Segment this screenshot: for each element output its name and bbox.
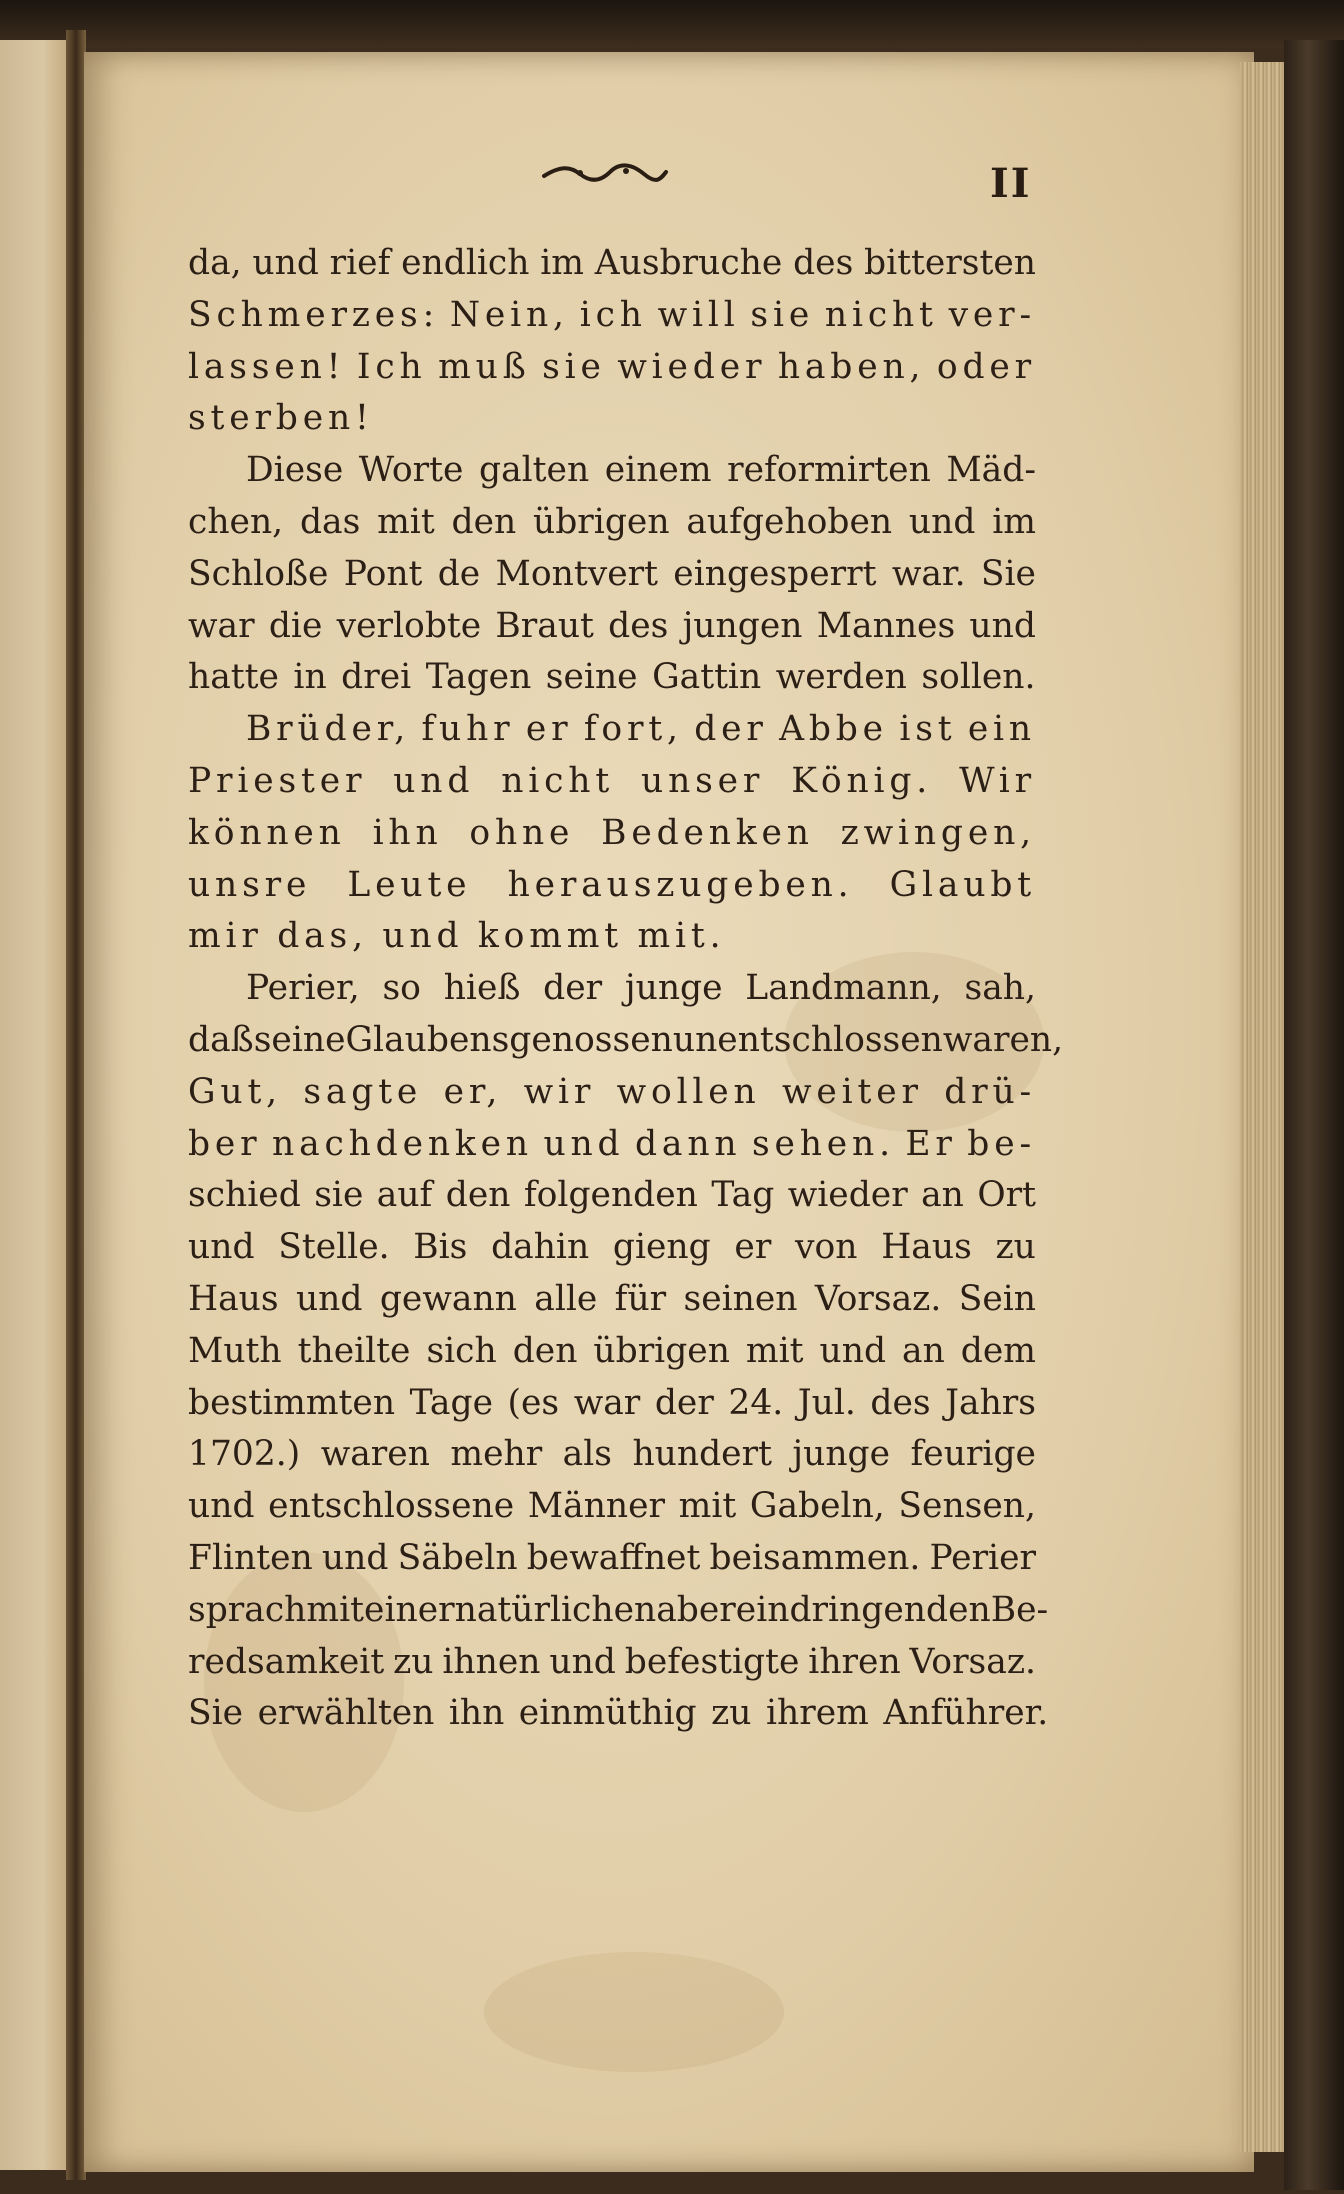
word: Bedenken (601, 812, 814, 853)
word: Schloße (188, 553, 329, 594)
word: im (992, 501, 1036, 542)
word: Sie (980, 553, 1036, 594)
book-cover (1284, 40, 1344, 2190)
text-line (188, 1170, 1036, 1222)
word: drei (341, 657, 412, 698)
text-line (188, 1481, 1036, 1533)
word: Priester (188, 760, 367, 801)
word: ohne (469, 812, 575, 853)
text-line (188, 549, 1036, 601)
word: kommt (477, 916, 623, 957)
word: war. (891, 553, 966, 594)
word: und (252, 243, 319, 283)
word: be- (967, 1123, 1036, 1164)
word: waren (320, 1434, 430, 1475)
page-edges (1240, 62, 1286, 2152)
word: Männer (527, 1486, 666, 1527)
word: verlobte (336, 605, 482, 646)
word: Leute (347, 864, 472, 905)
word: mit (745, 1330, 804, 1371)
word: einmüthig (518, 1693, 697, 1734)
text-line (188, 238, 1036, 290)
text-line (188, 290, 1036, 342)
word: sehen. (751, 1123, 895, 1164)
word: sprach (188, 1589, 307, 1630)
word: zwingen, (840, 812, 1036, 853)
word: galten (479, 450, 590, 491)
text-line (188, 393, 1036, 445)
word: weiter (782, 1071, 923, 1112)
word: so (382, 968, 421, 1009)
word: daß (188, 1019, 254, 1060)
word: Schmerzes: (188, 294, 440, 335)
text-line (188, 445, 1036, 497)
word: nicht (501, 760, 615, 801)
word: mir (188, 916, 263, 957)
word: ich (579, 294, 647, 335)
word: übrigen (593, 1330, 730, 1371)
word: chen, (188, 501, 284, 542)
word: Braut (495, 605, 594, 646)
word: sagte (303, 1071, 423, 1112)
word: dem (960, 1330, 1036, 1371)
word: und (819, 1330, 887, 1371)
word: fort, (583, 709, 683, 750)
word: drü- (944, 1071, 1036, 1112)
word: die (268, 605, 323, 646)
word: mit (678, 1486, 737, 1527)
word: ber (188, 1123, 262, 1164)
word: folgenden (523, 1175, 698, 1216)
word: und (188, 1486, 255, 1527)
word: übrigen (533, 501, 670, 542)
text-line (188, 1637, 1036, 1689)
word: war (573, 1382, 641, 1423)
word: oder (936, 346, 1036, 387)
word: bestimmten (188, 1382, 396, 1423)
word: unser (641, 760, 765, 801)
word: Vorsaz. (814, 1278, 942, 1319)
word: seinen (683, 1278, 798, 1319)
word: und (543, 1123, 625, 1164)
text-line (188, 342, 1036, 394)
text-line (188, 860, 1036, 912)
word: wollen (616, 1071, 761, 1112)
word: von (795, 1227, 858, 1268)
word: Mannes (816, 605, 956, 646)
word: ihn (448, 1693, 505, 1734)
word: will (657, 294, 740, 335)
word: aufgehoben (686, 501, 893, 542)
word: herauszugeben. (507, 864, 854, 905)
word: können (188, 812, 346, 853)
text-line (188, 1326, 1036, 1378)
word: Sie (188, 1693, 244, 1734)
word: Flinten (188, 1537, 313, 1578)
word: Gut, (188, 1071, 282, 1112)
word: sich (426, 1330, 497, 1371)
text-line (188, 601, 1036, 653)
header-ornament-icon (540, 158, 670, 188)
word: mehr (450, 1434, 543, 1475)
word: 24. (728, 1382, 784, 1423)
word: des (608, 605, 669, 646)
word: ein (967, 709, 1036, 750)
word: ist (899, 709, 957, 750)
word: bittersten (864, 243, 1036, 283)
word: den (512, 1330, 578, 1371)
text-line (188, 1274, 1036, 1326)
word: muß (438, 346, 531, 387)
word: endlich (401, 243, 530, 283)
word: werden (775, 657, 907, 698)
word: befestigte (624, 1641, 800, 1682)
word: Haus (188, 1278, 279, 1319)
word: gewann (379, 1278, 517, 1319)
text-line (188, 1222, 1036, 1274)
word: Haus (881, 1227, 972, 1268)
scan-top-edge (0, 0, 1344, 48)
word: jungen (682, 605, 803, 646)
text-line (188, 1119, 1036, 1171)
word: hundert (632, 1434, 772, 1475)
word: dahin (491, 1227, 590, 1268)
word: de (437, 553, 481, 594)
word: Montvert (495, 553, 658, 594)
word: wieder (787, 1175, 908, 1216)
word: hieß (443, 968, 521, 1009)
word: einer (364, 1589, 455, 1630)
word: Tag (711, 1175, 775, 1216)
word: mit (306, 1589, 365, 1630)
text-line (188, 756, 1036, 808)
text-line (188, 1429, 1036, 1481)
word: feurige (910, 1434, 1036, 1475)
word: Vorsaz. (909, 1641, 1036, 1682)
word: mit. (637, 916, 726, 957)
word: unsre (188, 864, 312, 905)
word: den (445, 1175, 511, 1216)
word: der (654, 1382, 714, 1423)
word: Abbe (779, 709, 888, 750)
word: Bis (413, 1227, 468, 1268)
word: aber (656, 1589, 736, 1630)
word: erwählten (257, 1693, 435, 1734)
text-line (188, 963, 1036, 1015)
word: 1702.) (188, 1434, 301, 1475)
word: Säbeln (397, 1537, 518, 1578)
word: sah, (964, 968, 1036, 1009)
text-line (188, 497, 1036, 549)
word: in (293, 657, 327, 698)
word: ihrem (765, 1693, 869, 1734)
text-line (188, 1533, 1036, 1585)
word: seine (545, 657, 638, 698)
word: und (382, 916, 464, 957)
word: und (321, 1537, 389, 1578)
word: Worte (358, 450, 464, 491)
word: Pont (343, 553, 423, 594)
word: entschlossene (268, 1486, 515, 1527)
word: König. (791, 760, 933, 801)
word: Gattin (652, 657, 762, 698)
word: das (299, 501, 361, 542)
word: lassen! (188, 346, 346, 387)
word: natürlichen (454, 1589, 657, 1630)
word: als (562, 1434, 612, 1475)
word: und (393, 760, 475, 801)
text-line (188, 1378, 1036, 1430)
word: Sein (958, 1278, 1036, 1319)
text-line (188, 1015, 1064, 1067)
word: ihnen (442, 1641, 541, 1682)
word: haben, (777, 346, 926, 387)
word: alle (534, 1278, 598, 1319)
word: Diese (246, 450, 344, 491)
text-line (188, 1688, 1049, 1740)
word: zu (995, 1227, 1036, 1268)
word: eingesperrt (673, 553, 877, 594)
word: Wir (959, 760, 1036, 801)
word: Tage (409, 1382, 493, 1423)
word: reformirten (727, 450, 931, 491)
word: Ich (356, 346, 427, 387)
text-line (188, 652, 1036, 704)
word: nachdenken (272, 1123, 533, 1164)
word: (es (507, 1382, 560, 1423)
word: waren, (942, 1019, 1064, 1060)
word: theilte (297, 1330, 411, 1371)
word: das, (277, 916, 368, 957)
word: sie (750, 294, 815, 335)
word: und (549, 1641, 616, 1682)
word: nicht (824, 294, 938, 335)
text-line (188, 1067, 1036, 1119)
word: zu (711, 1693, 752, 1734)
word: sie (314, 1175, 364, 1216)
word: junge (792, 1434, 891, 1475)
word: eindringenden (735, 1589, 991, 1630)
word: Stelle. (278, 1227, 390, 1268)
text-line (188, 704, 1036, 756)
word: rief (329, 243, 391, 283)
word: auf (376, 1175, 433, 1216)
word: schied (188, 1175, 301, 1216)
word: seine (253, 1019, 346, 1060)
word: Perier (929, 1537, 1036, 1578)
word: beisammen. (709, 1537, 921, 1578)
word: Anführer. (883, 1693, 1049, 1734)
word: da, (188, 243, 242, 283)
page-number: II (990, 160, 1032, 207)
word: und (188, 1227, 255, 1268)
word: Jahrs (945, 1382, 1036, 1423)
word: sollen. (921, 657, 1036, 698)
word: an (902, 1330, 945, 1371)
word: Muth (188, 1330, 282, 1371)
body-text (188, 238, 1064, 1740)
word: Tagen (425, 657, 532, 698)
word: sterben! (188, 398, 374, 439)
word: Er (905, 1123, 957, 1164)
word: Jul. (797, 1382, 856, 1423)
word: er, (443, 1071, 503, 1112)
word: Glaubt (889, 864, 1036, 905)
word: ihren (808, 1641, 901, 1682)
word: gieng (612, 1227, 711, 1268)
word: Be- (990, 1589, 1049, 1630)
word: der (694, 709, 768, 750)
word: mit (377, 501, 435, 542)
word: war (188, 605, 255, 646)
word: Ausbruche (594, 243, 783, 283)
word: Ort (977, 1175, 1036, 1216)
paper-stain (484, 1952, 784, 2072)
word: sie (542, 346, 606, 387)
facing-page-edge (0, 40, 72, 2170)
book-gutter (66, 30, 86, 2180)
word: ver- (948, 294, 1036, 335)
word: Mäd- (946, 450, 1036, 491)
word: wir (523, 1071, 596, 1112)
word: Brüder, (246, 709, 411, 750)
word: an (921, 1175, 964, 1216)
word: einem (604, 450, 712, 491)
word: er (734, 1227, 772, 1268)
word: und (969, 605, 1036, 646)
word: fuhr (421, 709, 515, 750)
word: Sensen, (898, 1486, 1036, 1527)
word: zu (393, 1641, 434, 1682)
word: Perier, (246, 968, 360, 1009)
text-line (188, 911, 1036, 963)
word: hatte (188, 657, 279, 698)
word: Nein, (449, 294, 569, 335)
word: ihn (372, 812, 443, 853)
word: Gabeln, (749, 1486, 885, 1527)
word: Landmann, (745, 968, 942, 1009)
word: bewaffnet (526, 1537, 701, 1578)
word: des (793, 243, 854, 283)
word: im (540, 243, 584, 283)
word: redsamkeit (188, 1641, 385, 1682)
word: und (295, 1278, 363, 1319)
word: wieder (617, 346, 767, 387)
word: er (525, 709, 573, 750)
word: und (908, 501, 976, 542)
text-line (188, 1585, 1049, 1637)
word: Glaubensgenossen (345, 1019, 673, 1060)
word: den (451, 501, 517, 542)
word: unentschlossen (672, 1019, 943, 1060)
word: dann (635, 1123, 742, 1164)
word: des (870, 1382, 931, 1423)
word: der (543, 968, 603, 1009)
word: junge (624, 968, 723, 1009)
text-line (188, 808, 1036, 860)
word: für (614, 1278, 667, 1319)
